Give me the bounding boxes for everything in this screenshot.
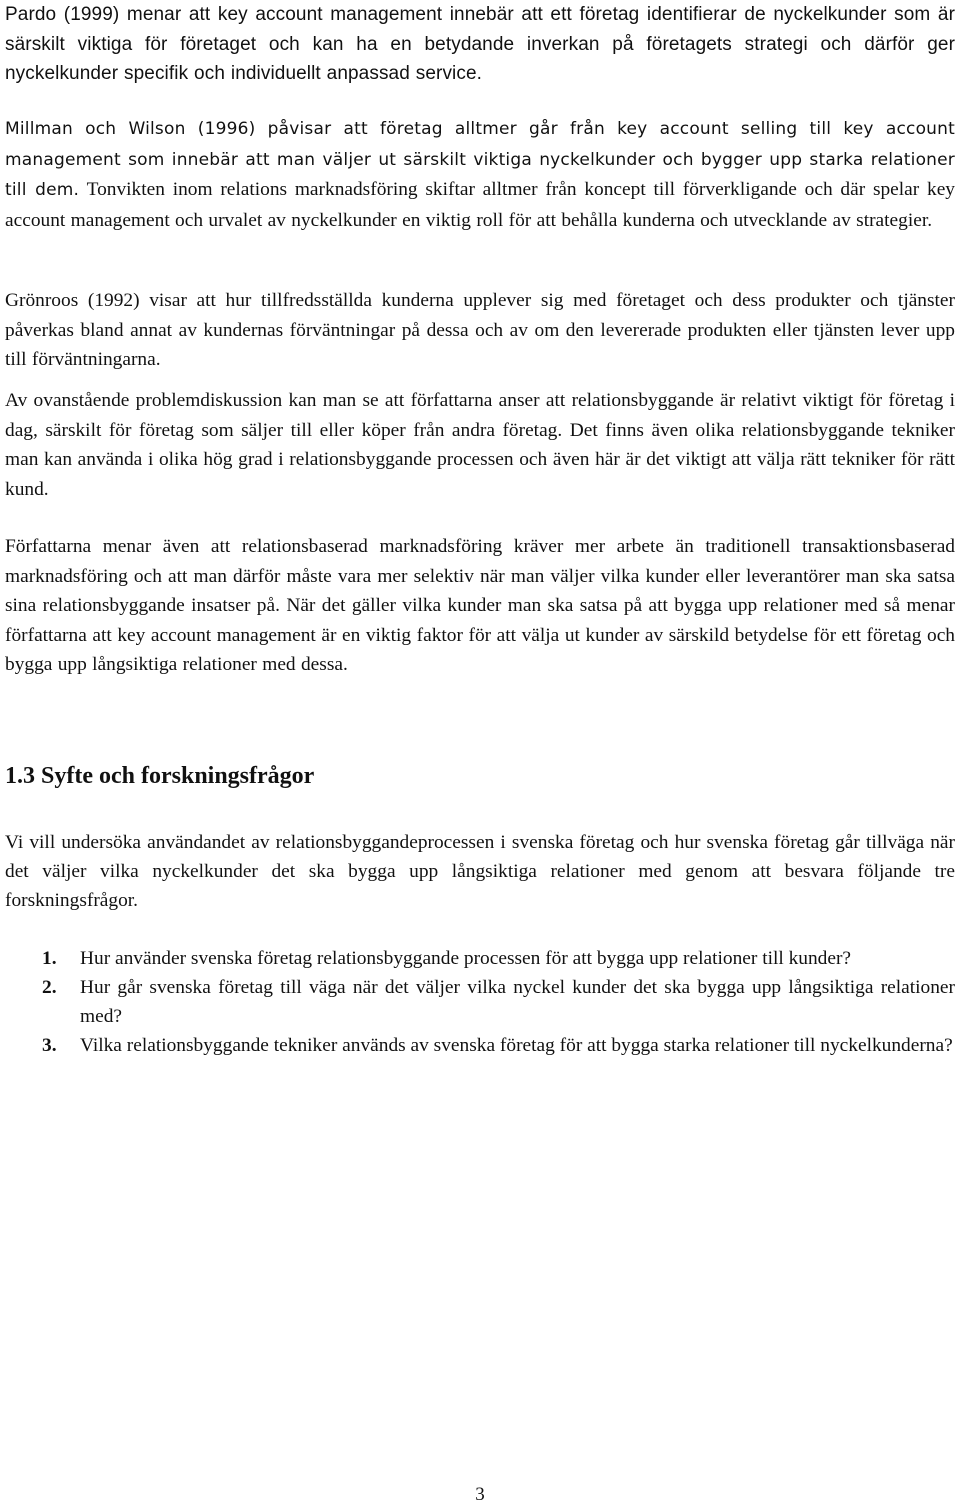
- list-item: [5, 944, 955, 973]
- paragraph-millman-part2: Tonvikten inom relations marknadsföring skiftar alltmer från koncept till förverkligande och där spelar key account management och urvalet av nyckelkunder en viktig roll för att behålla kunderna och utvecklande av strategier.: [5, 179, 956, 231]
- list-item-text: Hur går svenska företag till väga när det väljer vilka nyckel kunder det ska bygga upp långsiktiga relationer med?: [80, 977, 955, 1027]
- section-heading: 1.3 Syfte och forskningsfrågor: [5, 763, 315, 789]
- paragraph-pardo: Pardo (1999) menar att key account management innebär att ett företag identifierar de nyckelkunder som är särskilt viktiga för företaget och kan ha en betydande inverkan på företagets strategi och därför ger nyckelkunder specifik och individuellt anpassad service.: [5, 4, 955, 84]
- list-item: [5, 1031, 955, 1060]
- paragraph-millman-part1: Millman och Wilson (1996) påvisar att företag alltmer går från key account selling till key account management som innebär att man väljer ut särskilt viktiga nyckelkunder och bygger upp starka relationer till dem.: [5, 119, 955, 200]
- list-item-text: Vilka relationsbyggande tekniker används av svenska företag för att bygga starka relationer till nyckelkunderna?: [80, 1035, 953, 1056]
- paragraph-authors-view: Författarna menar även att relationsbaserad marknadsföring kräver mer arbete än traditionell transaktionsbaserad marknadsföring och att man därför måste vara mer selektiv när man väljer vilka kunder eller leverantörer man ska satsa sina relationsbyggande insatser på. När det gäller vilka kunder man ska satsa på att bygga upp relationer med så menar författarna att key account management är en viktig faktor för att välja ut kunder av särskild betydelse för ett företag och bygga upp långsiktiga relationer med dessa.: [5, 536, 955, 675]
- page-number: 3: [475, 1484, 485, 1505]
- list-item-number: 1.: [42, 948, 57, 969]
- list-item-number: 2.: [42, 977, 57, 998]
- paragraph-millman: [5, 114, 955, 235]
- paragraph-problem-discussion: Av ovanstående problemdiskussion kan man se att författarna anser att relationsbyggande är relativt viktigt för företag i dag, särskilt för företag som säljer till eller köper från andra företag. Det finns även olika relationsbyggande tekniker man kan använda i olika hög grad i relationsbyggande processen och även här är det viktigt att välja rätt tekniker för rätt kund.: [5, 390, 955, 500]
- list-item-number: 3.: [42, 1035, 57, 1056]
- list-item: [5, 973, 955, 1031]
- paragraph-gronroos: Grönroos (1992) visar att hur tillfredsställda kunderna upplever sig med företaget och dess produkter och tjänster påverkas bland annat av kundernas förväntningar på dessa och av om den levererade produkten eller tjänsten lever upp till förväntningarna.: [5, 290, 955, 370]
- research-questions-list: [5, 944, 955, 1060]
- list-item-text: Hur använder svenska företag relationsbyggande processen för att bygga upp relationer till kunder?: [80, 948, 852, 969]
- paragraph-purpose: Vi vill undersöka användandet av relationsbyggandeprocessen i svenska företag och hur svenska företag går tillväga när det väljer vilka nyckelkunder det ska bygga upp långsiktiga relationer med genom att besvara följande tre forskningsfrågor.: [5, 832, 955, 911]
